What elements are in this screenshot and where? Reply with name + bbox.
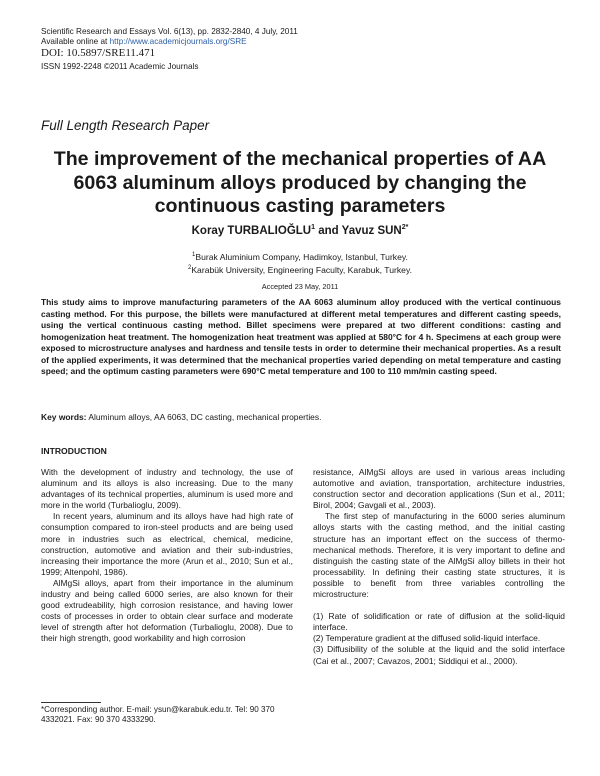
list-item: (2) Temperature gradient at the diffused solid-liquid interface. (313, 633, 541, 644)
author-conjunction: and (315, 224, 342, 237)
issn: ISSN 1992-2248 ©2011 Academic Journals (41, 62, 199, 71)
intro-paragraph-5: The first step of manufacturing in the 6000 series aluminum alloys starts with the casting method, and the initial casting structure has an important effect on the success of thermo-mechanical methods. Therefore, it is very important to define and distinguish the casting state of the AlMgSi alloy billets in their hot processability. In defining their casting state structures, it is possible to benefit from three variables controlling the microstructure: (313, 511, 565, 600)
footnote-divider (41, 702, 101, 703)
affiliations (0, 250, 600, 276)
author-2-sup: 2* (401, 224, 409, 231)
introduction-heading: INTRODUCTION (41, 446, 107, 456)
affiliation-1-sup: 1 (192, 252, 196, 258)
keywords-label: Key words: (41, 412, 87, 422)
list-item: (3) Diffusibility of the soluble at the liquid and the solid interface (Cai et al., 2007; Cavazos, 2001; Siddiqui et al., 2000). (313, 644, 565, 666)
available-prefix: Available online at (41, 37, 110, 47)
keywords-text: Aluminum alloys, AA 6063, DC casting, mechanical properties. (86, 412, 322, 422)
accepted-date: Accepted 23 May, 2011 (261, 282, 339, 291)
journal-header (41, 27, 298, 48)
list-item: (1) Rate of solidification or rate of diffusion at the solid-liquid interface. (313, 611, 565, 633)
intro-paragraph-1: With the development of industry and technology, the use of aluminum and its alloys is also increasing. Due to the many advantages of its technical properties, aluminum is used more and more in the world (Turbalioglu, 2009). (41, 467, 293, 511)
author-1: Koray TURBALIOĞLU (191, 224, 312, 237)
paper-type: Full Length Research Paper (41, 118, 210, 133)
corresponding-author-footnote: *Corresponding author. E-mail: ysun@karabuk.edu.tr. Tel: 90 370 4332021. Fax: 90 370 4333290. (41, 705, 275, 725)
abstract: This study aims to improve manufacturing parameters of the AA 6063 aluminum alloy produced with the vertical continuous casting method. For this purpose, the billets were manufactured at different metal temperatures and different casting speeds, using the vertical continuous casting method. Billet specimens were prepared at two different conditions: casting and homogenization heat treatment. The homogenization heat treatment was applied at 580°C for 4 h. Specimens at each group were exposed to microstructure analyses and hardness and tensile tests in order to determine their mechanical properties. As a result of the applied experiments, it was determined that the mechanical properties varied depending on metal temperature and casting speed; and the optimum casting parameters were 690°C metal temperature and 100 to 110 mm/min casting speed. (41, 297, 561, 376)
journal-citation: Scientific Research and Essays Vol. 6(13), pp. 2832-2840, 4 July, 2011 (41, 27, 298, 36)
affiliation-2-text: Karabük University, Engineering Faculty, Karabuk, Turkey. (191, 264, 412, 275)
authors (0, 224, 600, 237)
paragraph-gap (313, 600, 565, 611)
intro-paragraph-4: resistance, AlMgSi alloys are used in various areas including automotive and aviation, transportation, architecture industries, construction sector and decoration applications (Sun et al., 2011; Birol, 2004; Gavgali et al., 2003). (313, 467, 565, 511)
paper-title: The improvement of the mechanical properties of AA 6063 aluminum alloys produced by changing the continuous casting parameters (53, 148, 547, 217)
affiliation-1-text: Burak Aluminium Company, Hadimkoy, Istanbul, Turkey. (195, 251, 408, 262)
keywords (41, 412, 321, 422)
left-column (41, 467, 293, 645)
intro-paragraph-2: In recent years, aluminum and its alloys have had high rate of consumption compared to iron-steel products and are being used more in industries such as electrical, chemical, medicine, construction, automotive and aviation and their sub-industries, increasing their importance the more (Arun et al., 2010; Sun et al., 1999; Altenpohl, 1986). (41, 511, 293, 577)
intro-paragraph-3: AlMgSi alloys, apart from their importance in the aluminum industry and being called 6000 series, are also known for their good extrudeability, high corrosion resistance, and having lower costs of processes in order to obtain clear surface and moderate level of strength after hot deformation (Turbalioglu, 2008). Due to their high strength, good workability and high corrosion (41, 577, 293, 644)
affiliation-2 (0, 263, 600, 276)
affiliation-1 (0, 250, 600, 263)
affiliation-2-sup: 2 (187, 264, 192, 271)
right-column (313, 467, 565, 667)
journal-url-link[interactable]: http://www.academicjournals.org/SRE (109, 37, 247, 47)
author-2: Yavuz SUN (341, 224, 402, 237)
author-1-sup: 1 (311, 224, 316, 231)
doi: DOI: 10.5897/SRE11.471 (41, 47, 156, 59)
